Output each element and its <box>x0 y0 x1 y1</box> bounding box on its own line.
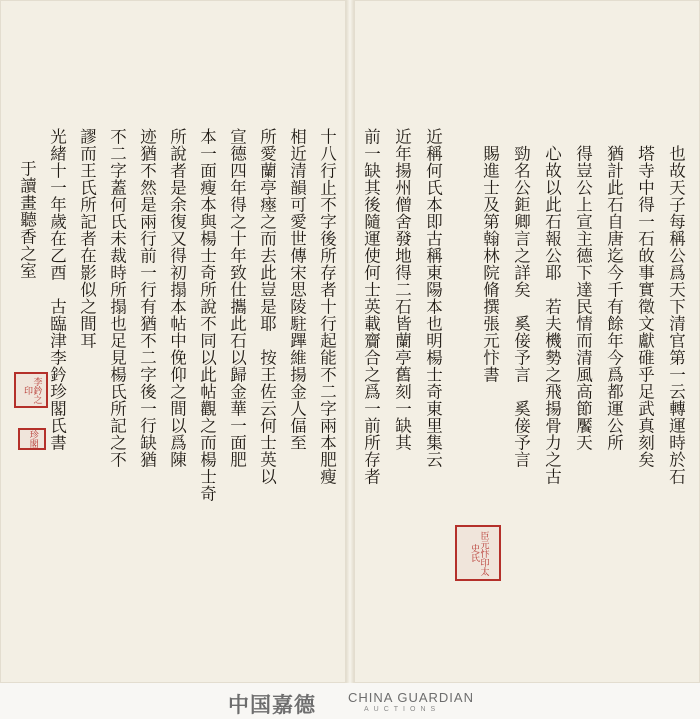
red-seal-stamp: 臣元忭印太史氏 <box>455 525 501 581</box>
text-column: 前一缺其後隨運使何士英載齎合之爲一前所存者 <box>361 128 381 485</box>
text-column: 光緒十一年歲在乙酉 古臨津李鈐珍閣氏書 <box>47 128 67 451</box>
china-guardian-logo-cn: 中国嘉德 <box>228 693 316 717</box>
text-column: 所說者是余復又得初搨本帖中俛仰之間以爲陳 <box>167 128 187 468</box>
text-column: 相近清韻可愛世傳宋思陵駐蹕維揚金人偪至 <box>287 128 307 451</box>
text-column: 所愛蘭亭瘞之而去此豈是耶 按王佐云何士英以 <box>257 128 277 485</box>
center-fold <box>346 0 354 683</box>
text-column: 宣德四年得之十年致仕攜此石以歸金華一面肥 <box>227 128 247 468</box>
text-column: 心故以此石報公耶 若夫機勢之飛揚骨力之古 <box>542 145 562 485</box>
china-guardian-logo-sub: AUCTIONS <box>364 706 441 713</box>
text-column: 得豈公上宣主德下達民情而清風高節饜天 <box>573 145 593 451</box>
text-column: 謬而王氏所記者在影似之間耳 <box>77 128 97 349</box>
text-column: 塔寺中得一石敀事實徵文獻碓乎足武真刻矣 <box>635 145 655 468</box>
text-column: 賜進士及第翰林院脩撰張元忭書 <box>480 145 500 383</box>
red-seal-stamp: 珍閣 <box>18 428 46 450</box>
text-column: 迹猶不然是兩行前一行有猶不二字後一行缺猶 <box>137 128 157 468</box>
text-column: 十八行止不字後所存者十行起能不二字兩本肥瘦 <box>317 128 337 485</box>
red-seal-stamp: 李鈐之印 <box>14 372 48 408</box>
text-column: 不二字蓋何氏未裁時所搨也足見楊氏所記之不 <box>107 128 127 468</box>
text-column: 于讀畫聽香之室 <box>17 160 37 279</box>
text-column: 也故天子每稱公爲天下清官第一云轉運時於石 <box>666 145 686 485</box>
text-column: 勁名公鉅卿言之詳矣 奚倿予言 奚倿予言 <box>511 145 531 468</box>
text-column: 猶計此石自唐迄今千有餘年今爲都運公所 <box>604 145 624 451</box>
china-guardian-logo-en: CHINA GUARDIAN <box>348 690 474 705</box>
text-column: 本一面瘦本與楊士奇所說不同以此帖觀之而楊士奇 <box>197 128 217 502</box>
text-column: 近年揚州僧舍發地得二石皆蘭亭舊刻一缺其 <box>392 128 412 451</box>
text-column: 近稱何氏本即古稱東陽本也明楊士奇東里集云 <box>423 128 443 468</box>
